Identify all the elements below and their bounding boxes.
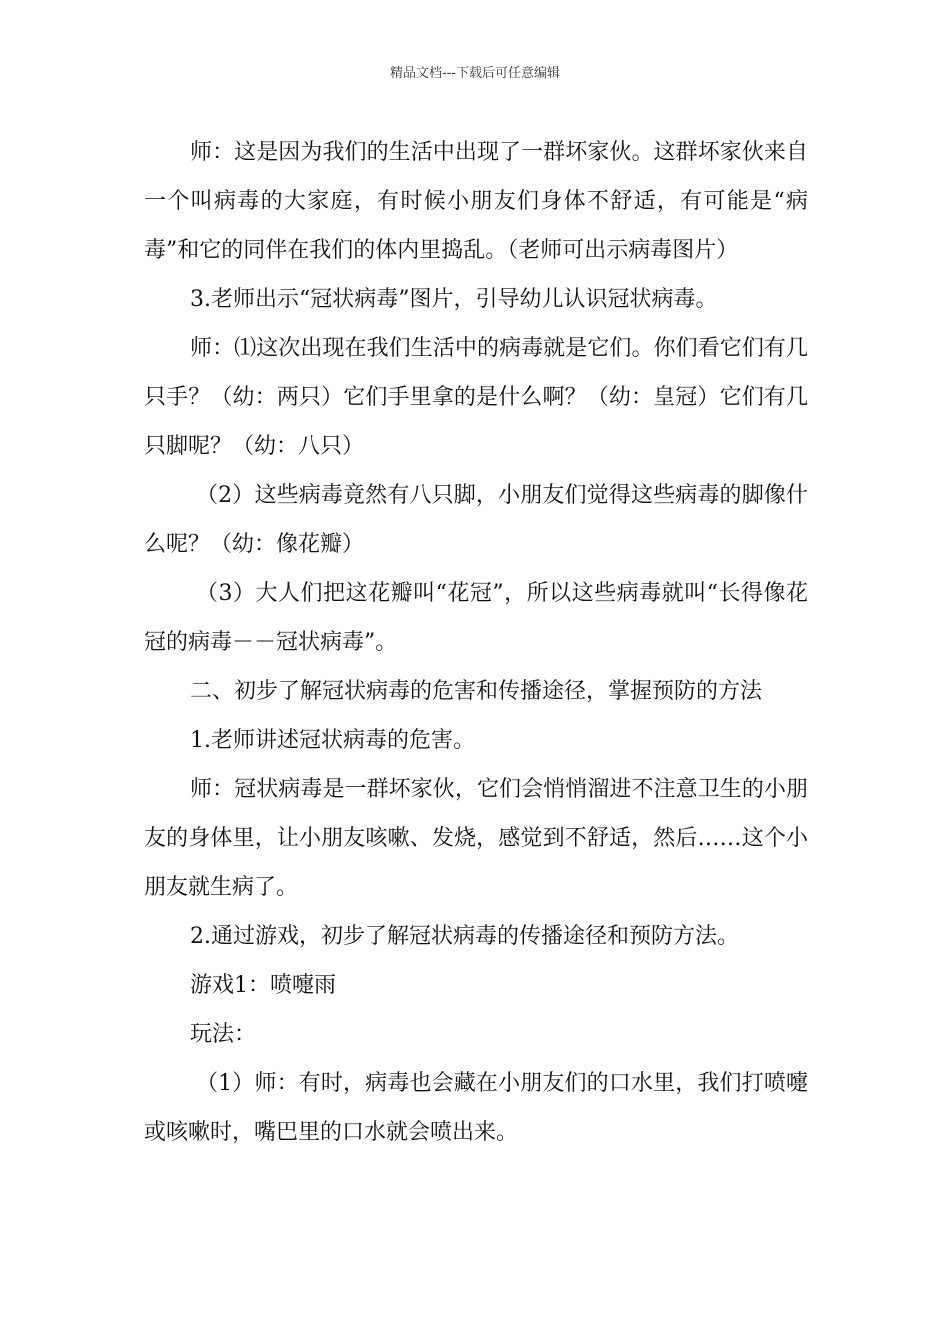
paragraph: （2）这些病毒竟然有八只脚，小朋友们觉得这些病毒的脚像什么呢？（幼：像花瓣） <box>144 483 808 557</box>
paragraph: （3）大人们把这花瓣叫“花冠”，所以这些病毒就叫“长得像花冠的病毒－－冠状病毒”。 <box>144 581 808 655</box>
paragraph: 师：冠状病毒是一群坏家伙，它们会悄悄溜进不注意卫生的小朋友的身体里，让小朋友咳嗽、发烧，感觉到不舒适，然后……这个小朋友就生病了。 <box>144 777 808 900</box>
paragraph: 师：⑴这次出现在我们生活中的病毒就是它们。你们看它们有几只手？（幼：两只）它们手里拿的是什么啊？（幼：皇冠）它们有几只脚呢？（幼：八只） <box>144 336 808 459</box>
paragraph: 师：这是因为我们的生活中出现了一群坏家伙。这群坏家伙来自一个叫病毒的大家庭，有时候小朋友们身体不舒适，有可能是“病毒”和它的同伴在我们的体内里捣乱。（老师可出示病毒图片） <box>144 140 808 263</box>
section-heading: 二、初步了解冠状病毒的危害和传播途径，掌握预防的方法 <box>190 679 763 704</box>
paragraph: 3.老师出示“冠状病毒”图片，引导幼儿认识冠状病毒。 <box>190 287 718 312</box>
paragraph: 1.老师讲述冠状病毒的危害。 <box>190 728 475 753</box>
paragraph: 游戏1：喷嚏雨 <box>190 973 336 998</box>
page-header: 精品文档---下载后可任意编辑 <box>389 66 561 81</box>
paragraph: 玩法： <box>190 1022 257 1047</box>
document-body <box>144 128 808 1157</box>
paragraph: （1）师：有时，病毒也会藏在小朋友们的口水里，我们打喷嚏或咳嗽时，嘴巴里的口水就会喷出来。 <box>144 1071 808 1145</box>
paragraph: 2.通过游戏，初步了解冠状病毒的传播途径和预防方法。 <box>190 924 739 949</box>
